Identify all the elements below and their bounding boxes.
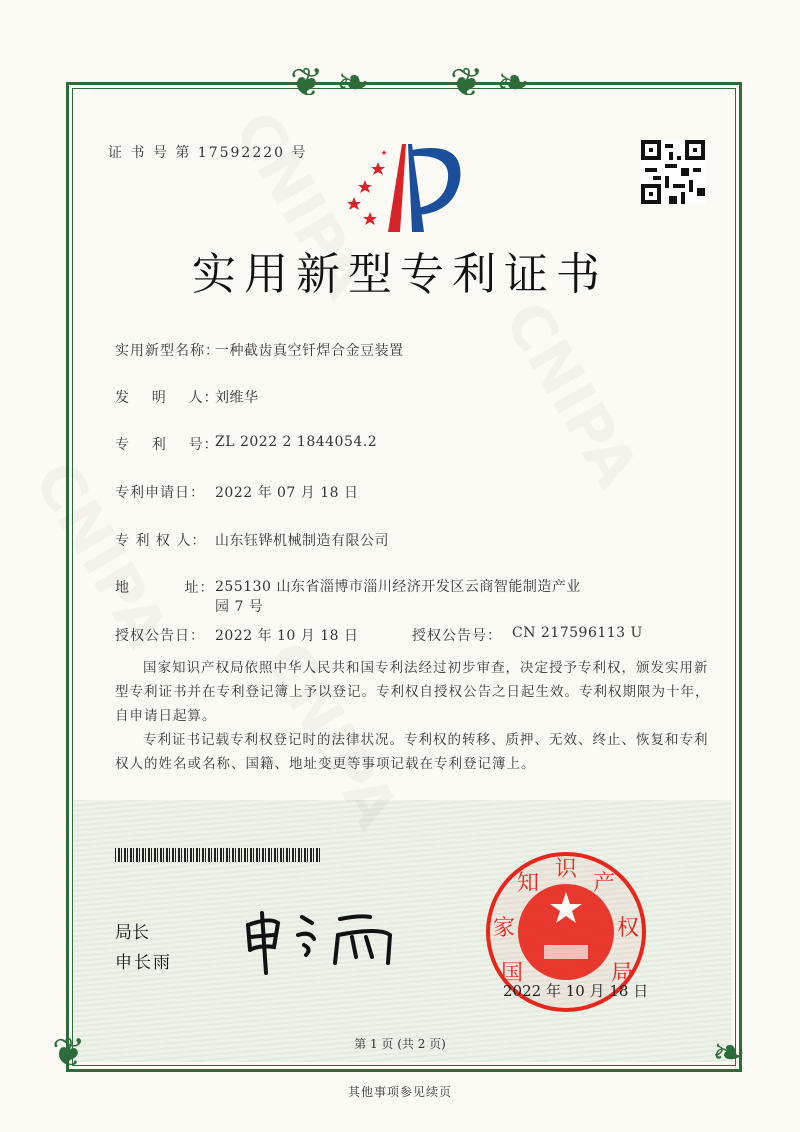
field-label: 授权公告号： (412, 628, 502, 644)
top-ornament-icon: ❦ ❧ (290, 60, 370, 106)
director-name: 申长雨 (115, 953, 172, 973)
field-label: 地 址： (115, 580, 215, 596)
director-signature (240, 905, 415, 975)
field-utility-model-name (115, 340, 404, 360)
seal-char: 权 (616, 916, 640, 941)
director-title: 局长 (115, 923, 149, 943)
top-ornament-icon: ❦ ❧ (450, 60, 530, 106)
field-patentee (115, 530, 389, 550)
statement-paragraph: 国家知识产权局依照中华人民共和国专利法经过初步审查，决定授予专利权，颁发实用新型专利证书并在专利登记簿上予以登记。专利权自授权公告之日起生效。专利权期限为十年，自申请日起算。 (115, 660, 710, 724)
field-value-continued: 园 7 号 (215, 599, 264, 615)
field-announcement-number (412, 625, 643, 645)
field-label: 专 利 权 人： (115, 533, 207, 549)
statement-paragraph: 专利证书记载专利权登记时的法律状况。专利权的转移、质押、无效、终止、恢复和专利权人的姓名或名称、国籍、地址变更等事项记载在专利登记簿上。 (115, 732, 709, 772)
field-value: 2022 年 07 月 18 日 (215, 485, 359, 501)
field-address (115, 577, 581, 617)
corner-ornament-icon: ❦ (52, 1030, 86, 1076)
seal-char: 国 (500, 961, 524, 986)
field-label: 授权公告日： (115, 628, 205, 644)
field-inventor (115, 387, 259, 407)
seal-date: 2022 年 10 月 18 日 (503, 982, 649, 1000)
field-value: 2022 年 10 月 18 日 (215, 628, 359, 644)
field-value: CN 217596113 U (512, 625, 643, 641)
field-label: 专利申请日： (115, 485, 205, 501)
seal-char: 家 (492, 916, 516, 941)
field-value: 山东钰铧机械制造有限公司 (215, 533, 389, 549)
field-value: 255130 山东省淄博市淄川经济开发区云商智能制造产业 (215, 579, 581, 595)
field-value: 一种截齿真空钎焊合金豆装置 (215, 343, 404, 359)
qr-code (641, 140, 705, 204)
corner-ornament-icon: ❧ (712, 1030, 746, 1076)
cnipa-logo-icon (340, 140, 470, 235)
field-label: 实用新型名称： (115, 343, 220, 359)
barcode (115, 848, 321, 862)
footer-note: 其他事项参见续页 (347, 1085, 452, 1099)
seal-char: 知 (516, 871, 540, 896)
field-patent-number (115, 434, 377, 454)
seal-char: 识 (554, 857, 578, 882)
field-value: ZL 2022 2 1844054.2 (215, 434, 378, 450)
field-application-date (115, 482, 359, 502)
field-label: 发 明 人： (115, 390, 219, 406)
seal-char: 局 (610, 961, 634, 986)
field-value: 刘维华 (215, 390, 259, 406)
field-grant-date (115, 625, 359, 645)
certificate-title: 实用新型专利证书 (192, 249, 608, 300)
field-label: 专 利 号： (115, 437, 219, 453)
page-label: 第 1 页 (共 2 页) (354, 1037, 446, 1051)
seal-char: 产 (592, 871, 616, 896)
certificate-number: 证 书 号 第 17592220 号 (108, 145, 308, 161)
